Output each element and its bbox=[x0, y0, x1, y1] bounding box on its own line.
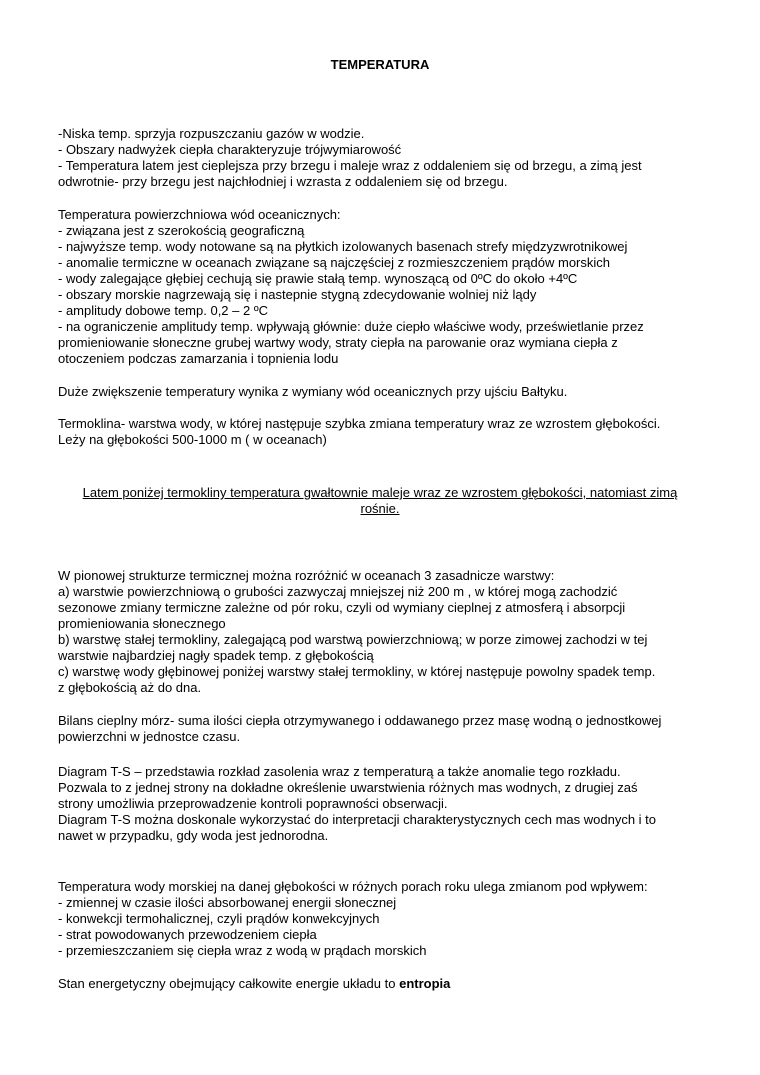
text-line: Diagram T-S można doskonale wykorzystać do interpretacji charakterystycznych cech mas wodnych i to bbox=[58, 812, 657, 827]
ts-diagram-paragraph bbox=[58, 764, 738, 844]
text-line: - zmiennej w czasie ilości absorbowanej energii słonecznej bbox=[58, 895, 397, 910]
text-line: Diagram T-S – przedstawia rozkład zasolenia wraz z temperaturą a także anomalie tego rozkładu. bbox=[58, 764, 621, 779]
text-line: warstwie najbardziej nagły spadek temp. z głębokością bbox=[58, 648, 374, 663]
text-line: - Obszary nadwyżek ciepła charakteryzuje trójwymiarowość bbox=[58, 142, 402, 157]
text-line: - najwyższe temp. wody notowane są na płytkich izolowanych basenach strefy międzyzwrotnikowej bbox=[58, 239, 628, 254]
text-line: W pionowej strukturze termicznej można rozróżnić w oceanach 3 zasadnicze warstwy: bbox=[58, 568, 555, 583]
text-line bbox=[58, 976, 738, 992]
text-line: rośnie. bbox=[360, 501, 400, 516]
text-line: - anomalie termiczne w oceanach związane są najczęściej z rozmieszczeniem prądów morskich bbox=[58, 255, 610, 270]
entropy-term: entropia bbox=[399, 976, 451, 991]
text-line: Bilans cieplny mórz- suma ilości ciepła otrzymywanego i oddawanego przez masę wodną o jednostkowej bbox=[58, 713, 662, 728]
text-line: Termoklina- warstwa wody, w której następuje szybka zmiana temperatury wraz ze wzrostem głębokości. bbox=[58, 416, 661, 431]
text-line: promieniowania słonecznego bbox=[58, 616, 226, 631]
text-line: Leży na głębokości 500-1000 m ( w oceanach) bbox=[58, 432, 327, 447]
entropy-text: Stan energetyczny obejmujący całkowite energie układu to bbox=[58, 976, 400, 991]
surface-temperature-paragraph bbox=[58, 207, 738, 367]
text-line: promieniowanie słoneczne grubej wartwy wody, straty ciepła na parowanie oraz wymiana ciepła z bbox=[58, 335, 618, 350]
text-line: b) warstwę stałej termokliny, zalegającą pod warstwą powierzchniową; w porze zimowej zachodzi w tej bbox=[58, 632, 648, 647]
text-line: - obszary morskie nagrzewają się i nastepnie stygną zdecydowanie wolniej niż lądy bbox=[58, 287, 537, 302]
text-line: nawet w przypadku, gdy woda jest jednorodna. bbox=[58, 828, 329, 843]
text-line: - amplitudy dobowe temp. 0,2 – 2 ºC bbox=[58, 303, 268, 318]
text-line: - przemieszczaniem się ciepła wraz z wodą w prądach morskich bbox=[58, 943, 427, 958]
vertical-structure-paragraph bbox=[58, 568, 738, 696]
text-line: Temperatura powierzchniowa wód oceanicznych: bbox=[58, 207, 341, 222]
heat-balance-paragraph bbox=[58, 713, 738, 745]
text-line: - wody zalegające głębiej cechują się prawie stałą temp. wynoszącą od 0ºC do około +4ºC bbox=[58, 271, 578, 286]
text-line: Pozwala to z jednej strony na dokładne określenie uwarstwienia różnych mas wodnych, z drugiej zaś bbox=[58, 780, 638, 795]
intro-paragraph bbox=[58, 126, 738, 190]
text-line: -Niska temp. sprzyja rozpuszczaniu gazów w wodzie. bbox=[58, 126, 365, 141]
thermocline-paragraph bbox=[58, 416, 738, 448]
text-line: - Temperatura latem jest cieplejsza przy brzegu i maleje wraz z oddaleniem się od brzegu, a zimą jest bbox=[58, 158, 642, 173]
text-line: z głębokością aż do dna. bbox=[58, 680, 202, 695]
text-line: Duże zwiększenie temperatury wynika z wymiany wód oceanicznych przy ujściu Bałtyku. bbox=[58, 384, 568, 399]
text-line: c) warstwę wody głębinowej poniżej warstwy stałej termokliny, w której następuje powolny spadek temp. bbox=[58, 664, 656, 679]
text-line: Temperatura wody morskiej na danej głębokości w różnych porach roku ulega zmianom pod wpływem: bbox=[58, 879, 648, 894]
text-line: strony umożliwia przeprowadzenie kontroli poprawności obserwacji. bbox=[58, 796, 448, 811]
text-line: odwrotnie- przy brzegu jest najchłodniej i wzrasta z oddaleniem się od brzegu. bbox=[58, 174, 508, 189]
seasonal-changes-paragraph bbox=[58, 879, 738, 959]
text-line: a) warstwie powierzchniową o grubości zazwyczaj mniejszej niż 200 m , w której mogą zachodzić bbox=[58, 584, 618, 599]
text-line: - konwekcji termohalicznej, czyli prądów konwekcyjnych bbox=[58, 911, 380, 926]
entropy-paragraph bbox=[58, 976, 738, 992]
text-line: - związana jest z szerokością geograficzną bbox=[58, 223, 305, 238]
text-line: sezonowe zmiany termiczne zależne od pór roku, czyli od wymiany cieplnej z atmosferą i absorpcji bbox=[58, 600, 626, 615]
text-line: powierzchni w jednostce czasu. bbox=[58, 729, 241, 744]
text-line: - strat powodowanych przewodzeniem ciepła bbox=[58, 927, 317, 942]
baltic-paragraph bbox=[58, 384, 738, 400]
underlined-statement bbox=[40, 485, 720, 517]
text-line: - na ograniczenie amplitudy temp. wpływają głównie: duże ciepło właściwe wody, prześwietlanie przez bbox=[58, 319, 644, 334]
document-title: TEMPERATURA bbox=[330, 57, 430, 72]
text-line: otoczeniem podczas zamarzania i topnienia lodu bbox=[58, 351, 339, 366]
text-line: Latem poniżej termokliny temperatura gwałtownie maleje wraz ze wzrostem głębokości, natomiast zimą bbox=[82, 485, 678, 500]
